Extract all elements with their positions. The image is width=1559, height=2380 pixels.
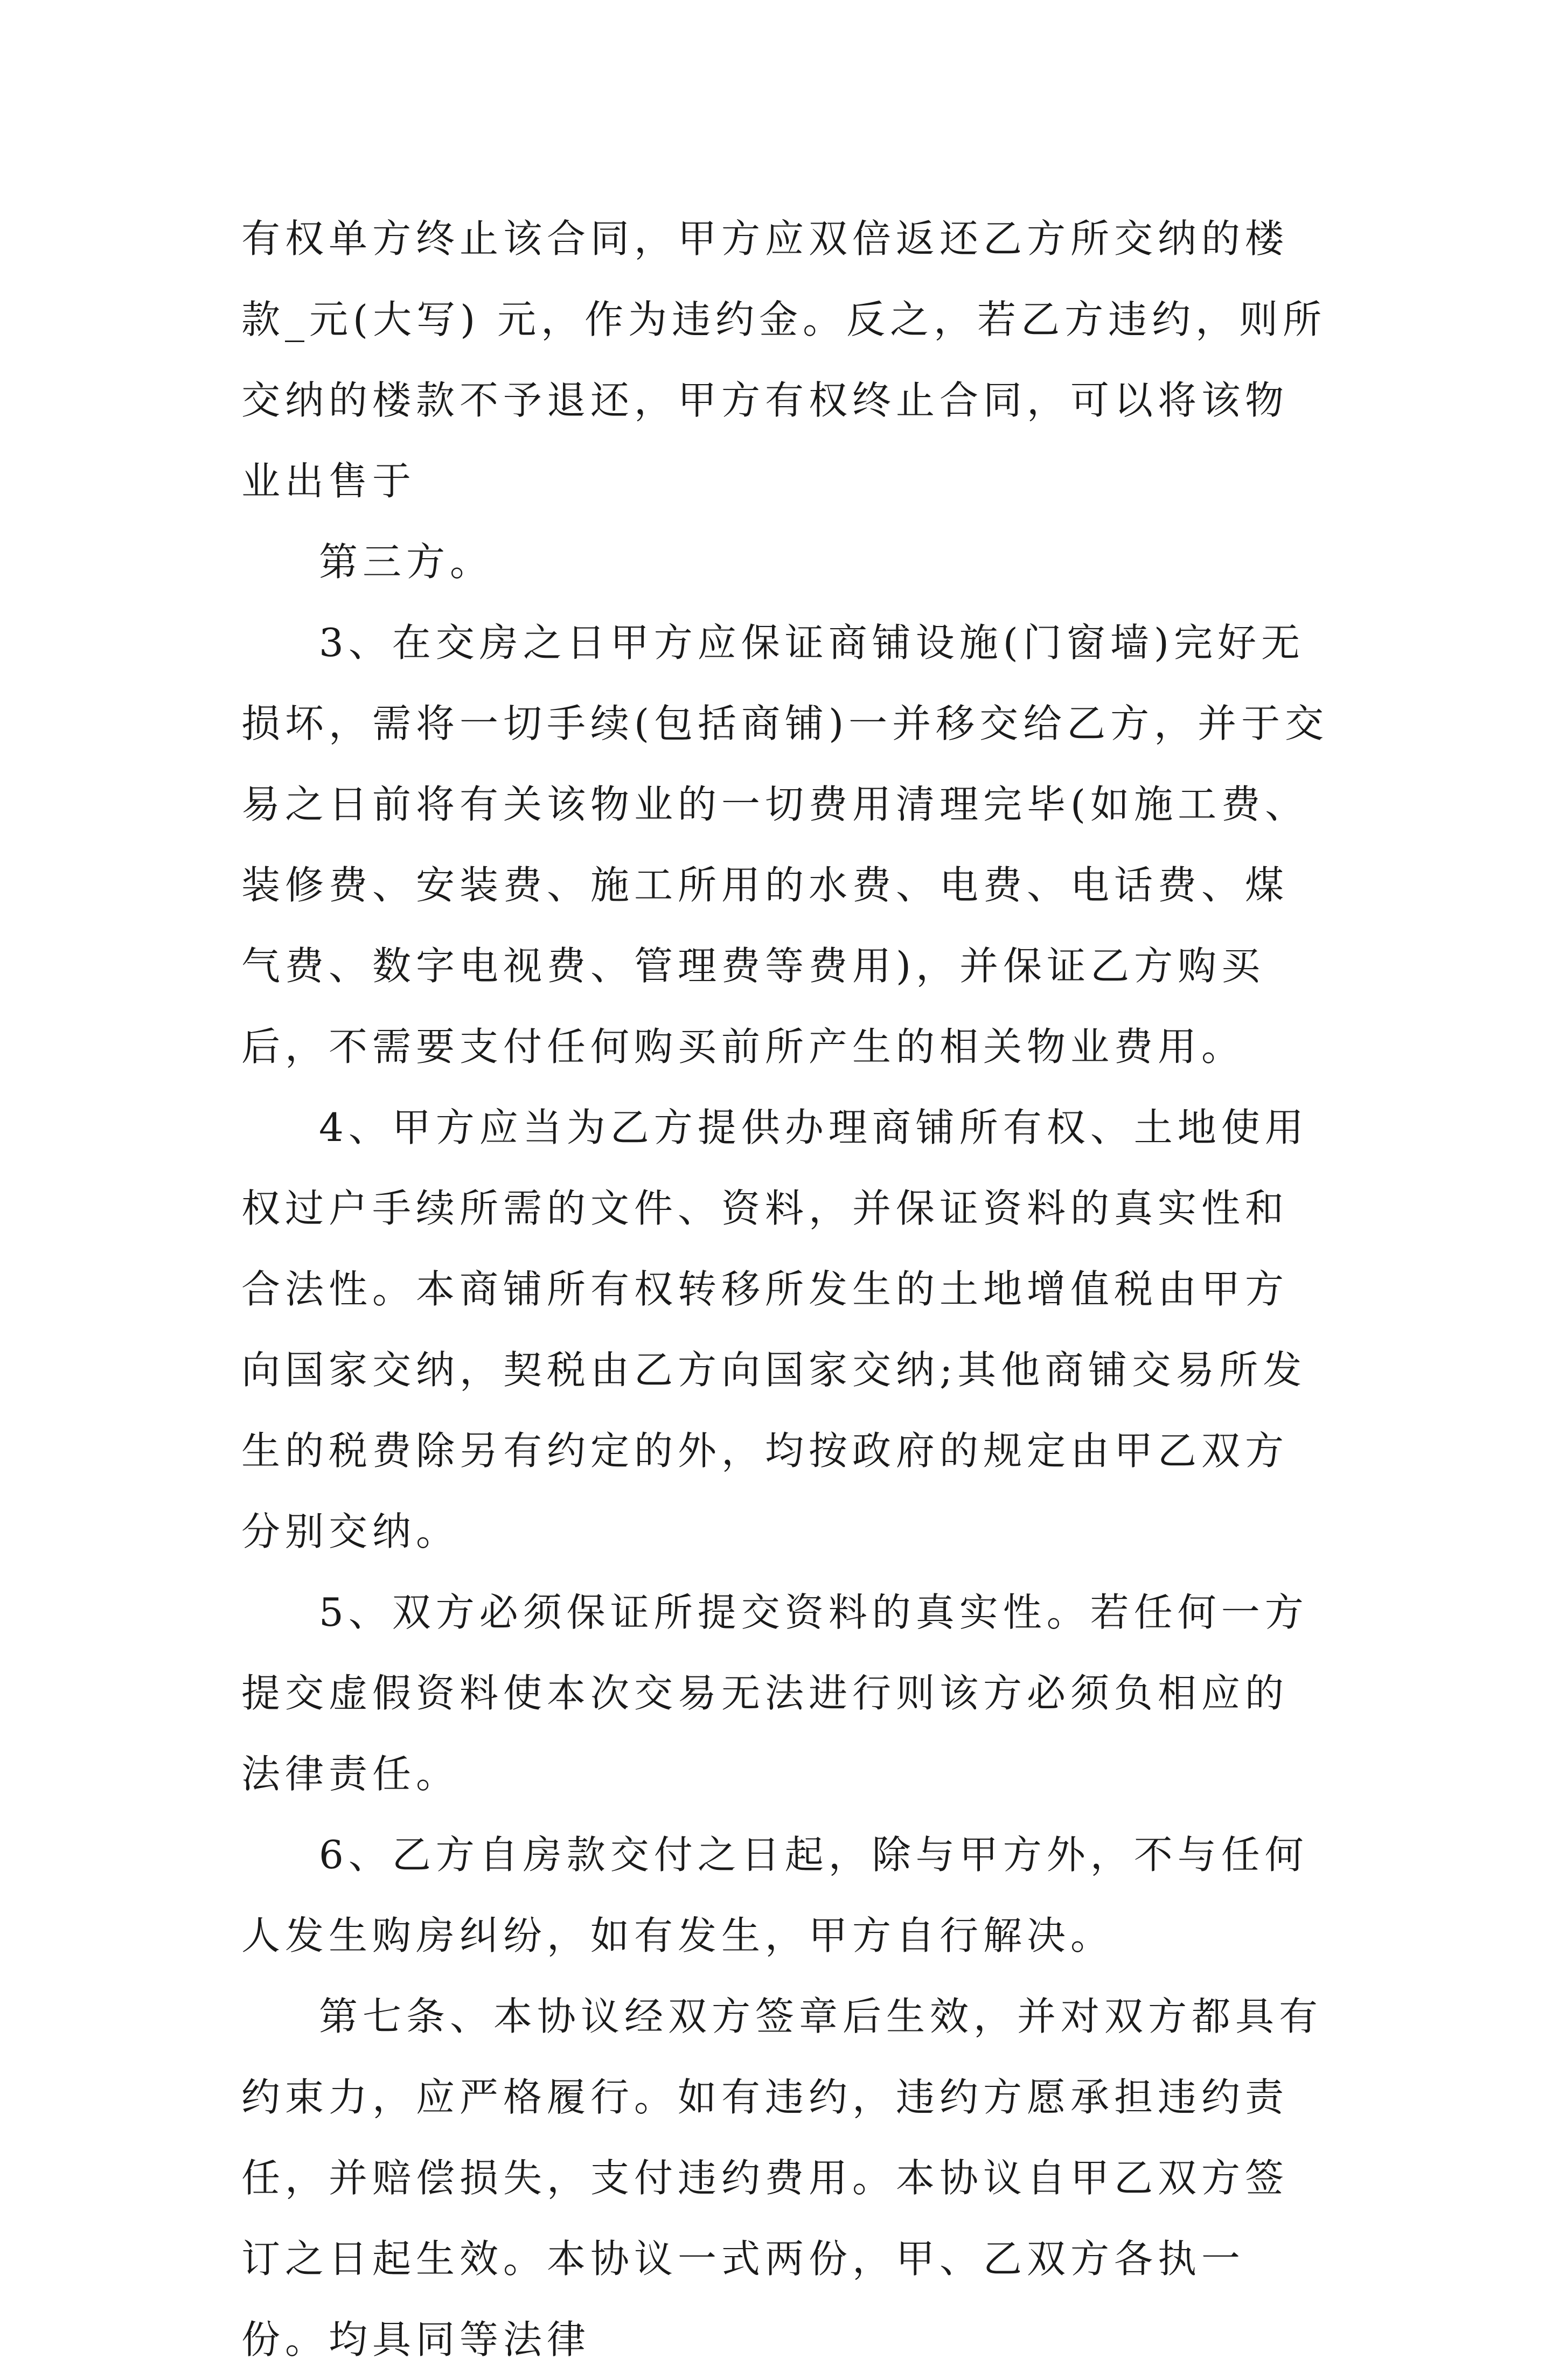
paragraph-2: 第三方。 [319,539,494,584]
paragraph-5: 5、双方必须保证所提交资料的真实性。若任何一方提交虚假资料使本次交易无法进行则该方必须负相应的法律责任。 [241,1590,1309,1797]
paragraph-6: 6、乙方自房款交付之日起，除与甲方外，不与任何人发生购房纠纷，如有发生，甲方自行解决。 [241,1832,1309,1958]
paragraph-3: 3、在交房之日甲方应保证商铺设施(门窗墙)完好无损坏，需将一切手续(包括商铺)一并移交给乙方，并于交易之日前将有关该物业的一切费用清理完毕(如施工费、装修费、安装费、施工所用的水费、电费、电话费、煤气费、数字电视费、管理费等费用)，并保证乙方购买后，不需要支付任何购买前所产生的相关物业费用。 [241,620,1329,1069]
paragraph-1: 有权单方终止该合同，甲方应双倍返还乙方所交纳的楼款_元(大写) 元，作为违约金。反之，若乙方违约，则所交纳的楼款不予退还，甲方有权终止合同，可以将该物业出售于 [241,216,1327,504]
paragraph-4: 4、甲方应当为乙方提供办理商铺所有权、土地使用权过户手续所需的文件、资料，并保证资料的真实性和合法性。本商铺所有权转移所发生的土地增值税由甲方向国家交纳，契税由乙方向国家交纳;其他商铺交易所发生的税费除另有约定的外，均按政府的规定由甲乙双方分别交纳。 [241,1105,1309,1554]
paragraph-7: 第七条、本协议经双方签章后生效，并对双方都具有约束力，应严格履行。如有违约，违约方愿承担违约责任，并赔偿损失，支付违约费用。本协议自甲乙双方签订之日起生效。本协议一式两份，甲、乙双方各执一份。均具同等法律 [241,1994,1323,2362]
document-body [241,198,1330,2380]
